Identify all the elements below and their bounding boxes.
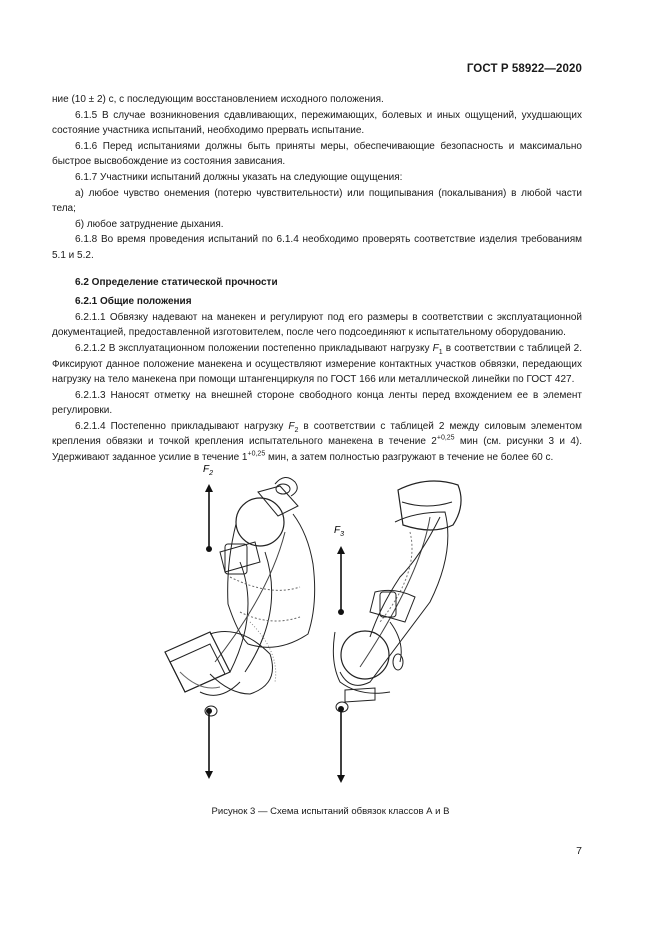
text-run: в соответствии с таблицей 2 между силовым элементом крепления обвязки и точкой крепления испытательного манекена в течение 2 bbox=[52, 420, 582, 448]
paragraph: 6.1.5 В случае возникновения сдавливающих, пережимающих, болевых и иных ощущений, ухудшающих состояние участника испытаний, необходимо прервать испытание. bbox=[52, 109, 582, 137]
mannequin-right bbox=[333, 481, 461, 712]
text-run: 6.2.1.4 Постепенно прикладывают нагрузку bbox=[75, 420, 289, 432]
paragraph: 6.2.1.3 Наносят отметку на внешней стороне свободного конца ленты перед вхождением ее в элемент регулировки. bbox=[52, 389, 582, 417]
document-header: ГОСТ Р 58922—2020 bbox=[466, 63, 582, 75]
force-label-right bbox=[334, 525, 344, 538]
text-run: мин (см. рисунки 3 и 4). Удерживают заданное усилие в течение 1 bbox=[52, 436, 583, 464]
force-subscript: 2 bbox=[209, 470, 214, 477]
attachment-point-left-bottom bbox=[206, 708, 212, 714]
formula-superscript: +0,25 bbox=[436, 435, 455, 443]
harness-test-diagram bbox=[140, 462, 520, 797]
attachment-point-right-top bbox=[338, 609, 344, 615]
paragraph: 6.1.7 Участники испытаний должны указать на следующие ощущения: bbox=[75, 171, 403, 183]
text-run: 6.2.1.2 В эксплуатационном положении постепенно прикладывают нагрузку bbox=[75, 342, 433, 354]
force-symbol: F bbox=[334, 525, 341, 536]
document-body bbox=[52, 92, 582, 466]
attachment-point-left-top bbox=[206, 546, 212, 552]
section-heading: 6.2 Определение статической прочности bbox=[75, 276, 278, 288]
mannequin-left bbox=[165, 477, 315, 716]
figure-caption: Рисунок 3 — Схема испытаний обвязок классов А и В bbox=[211, 806, 450, 817]
paragraph bbox=[52, 341, 582, 388]
paragraph: 6.2.1.1 Обвязку надевают на манекен и регулируют под его размеры в соответствии с эксплуатационной документацией, предоставленной изготовителем, после чего подсоединяют к испытательному оборудованию. bbox=[52, 311, 582, 339]
formula-symbol: F bbox=[288, 420, 295, 432]
list-item: б) любое затруднение дыхания. bbox=[75, 218, 224, 230]
list-item: а) любое чувство онемения (потерю чувствительности) или пощипывания (покалывания) в любой части тела; bbox=[52, 187, 582, 215]
force-subscript: 3 bbox=[340, 531, 345, 538]
force-label-left bbox=[203, 464, 213, 477]
text-run: в соответствии с таблицей 2. Фиксируют данное положение манекена и осуществляют измерение контактных участков обвязки, передающих нагрузку на тело манекена при помощи штангенциркуля по ГОСТ 166 или металлической линейки по ГОСТ 427. bbox=[52, 342, 583, 386]
text-run: мин, а затем полностью разгружают в течение не более 60 с. bbox=[265, 452, 554, 464]
force-symbol: F bbox=[203, 464, 210, 475]
paragraph: ние (10 ± 2) с, с последующим восстановлением исходного положения. bbox=[52, 94, 384, 105]
paragraph bbox=[52, 419, 582, 466]
paragraph: 6.1.8 Во время проведения испытаний по 6.1.4 необходимо проверять соответствие изделия требованиям 5.1 и 5.2. bbox=[52, 234, 582, 261]
subsection-heading: 6.2.1 Общие положения bbox=[75, 296, 192, 308]
formula-subscript: 1 bbox=[438, 348, 443, 356]
formula-subscript: 2 bbox=[294, 426, 299, 434]
formula-superscript: +0,25 bbox=[247, 450, 266, 458]
attachment-point-right-bottom bbox=[338, 706, 344, 712]
formula-symbol: F bbox=[432, 342, 439, 354]
paragraph: 6.1.6 Перед испытаниями должны быть приняты меры, обеспечивающие безопасность и максимально быстрое высвобождение из состояния зависания. bbox=[52, 140, 582, 168]
page-number: 7 bbox=[576, 845, 582, 857]
